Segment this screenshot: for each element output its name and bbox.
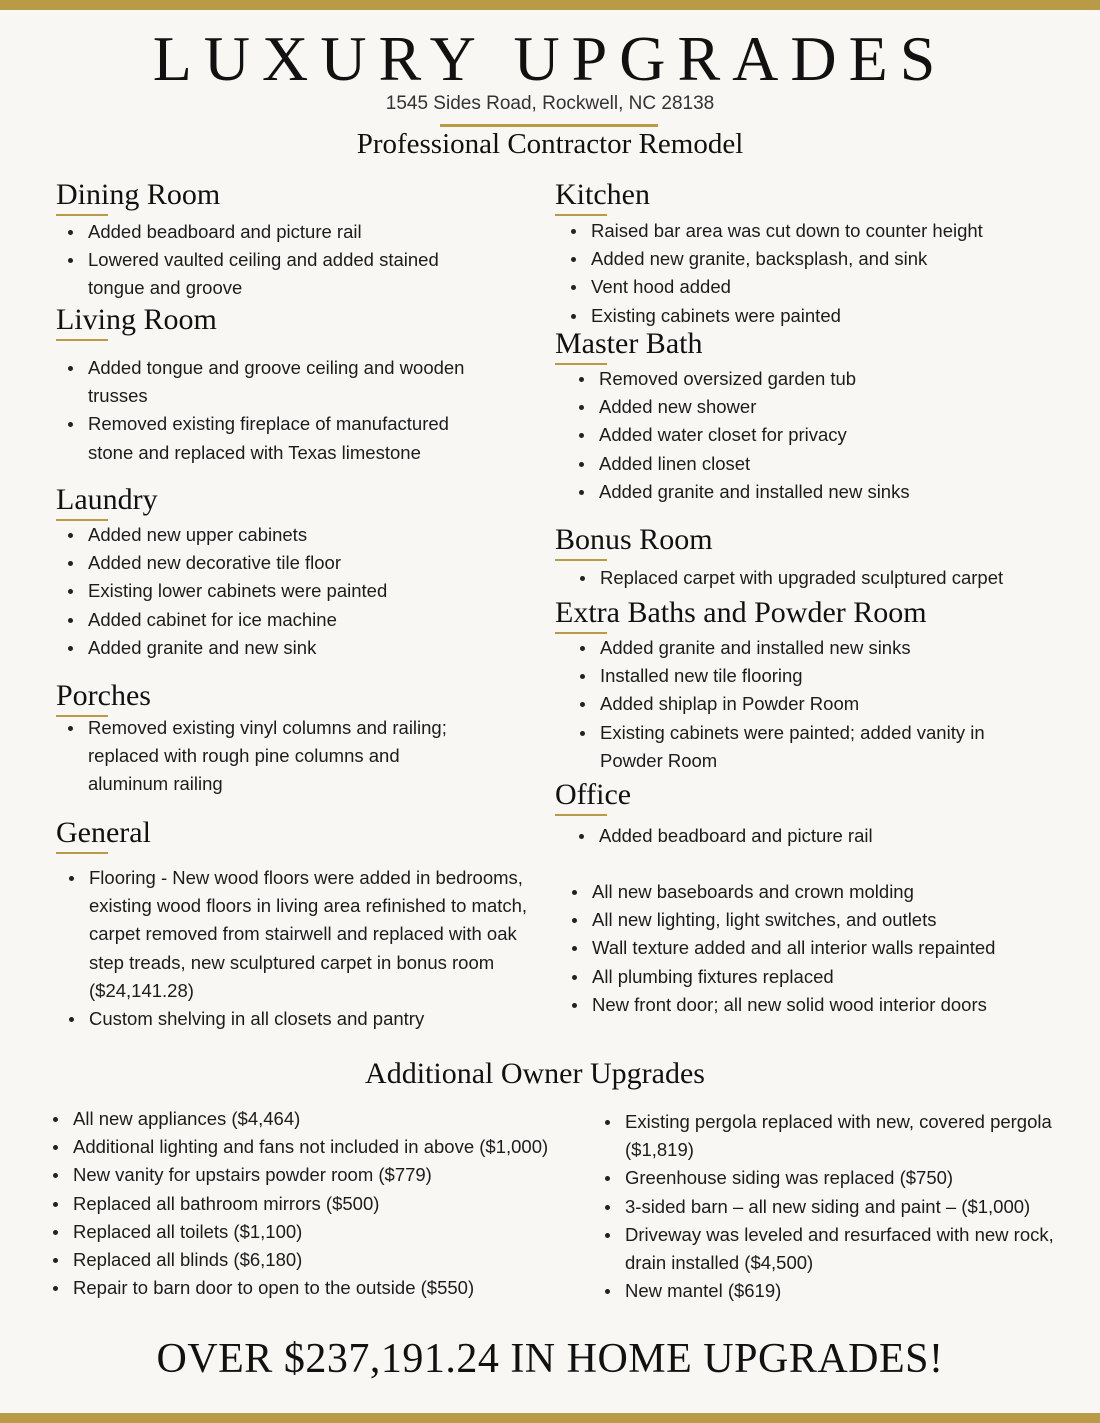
section-office (555, 777, 631, 813)
list-item: Added cabinet for ice machine (56, 606, 496, 634)
list-item: Custom shelving in all closets and pantry (57, 1005, 547, 1033)
list-item: Added granite and installed new sinks (568, 634, 998, 662)
list-item: Added new upper cabinets (56, 521, 496, 549)
bonus-room-list (568, 564, 1078, 592)
section-heading: Master Bath (555, 327, 703, 360)
extra-baths-list (568, 634, 998, 775)
list-item: Replaced all toilets ($1,100) (41, 1218, 591, 1246)
list-item: Added granite and new sink (56, 634, 496, 662)
list-item: Greenhouse siding was replaced ($750) (593, 1164, 1083, 1192)
additional-left-list (41, 1105, 591, 1302)
section-heading: Office (555, 778, 632, 811)
section-heading: Kitchen (555, 178, 650, 211)
section-heading: Bonus Room (555, 523, 713, 556)
list-item: Added new shower (567, 393, 1067, 421)
section-bonus-room (555, 522, 713, 558)
list-item: 3-sided barn – all new siding and paint – ($1,000) (593, 1193, 1083, 1221)
section-heading: Laundry (56, 483, 158, 516)
list-item: Additional lighting and fans not included in above ($1,000) (41, 1133, 591, 1161)
additional-upgrades-heading: Additional Owner Upgrades (365, 1057, 705, 1090)
section-kitchen (555, 177, 650, 213)
list-item: Replaced all blinds ($6,180) (41, 1246, 591, 1274)
list-item: Installed new tile flooring (568, 662, 998, 690)
list-item: Removed existing fireplace of manufactured stone and replaced with Texas limestone (56, 410, 496, 466)
list-item: New vanity for upstairs powder room ($779) (41, 1161, 591, 1189)
additional-right-list (593, 1108, 1083, 1305)
office-list (567, 822, 1067, 850)
address-divider (440, 124, 658, 127)
list-item: Removed existing vinyl columns and railing; replaced with rough pine columns and aluminum railing (56, 714, 456, 799)
section-porches (56, 678, 151, 714)
section-general (56, 815, 151, 851)
section-heading: Living Room (56, 303, 217, 336)
list-item: Driveway was leveled and resurfaced with new rock, drain installed ($4,500) (593, 1221, 1083, 1277)
list-item: New front door; all new solid wood interior doors (560, 991, 1080, 1019)
section-master-bath (555, 326, 702, 362)
list-item: All new appliances ($4,464) (41, 1105, 591, 1133)
list-item: Raised bar area was cut down to counter height (559, 217, 1079, 245)
list-item: Vent hood added (559, 273, 1079, 301)
list-item: Added water closet for privacy (567, 421, 1067, 449)
total-upgrades-banner: OVER $237,191.24 IN HOME UPGRADES! (156, 1336, 944, 1382)
porches-list (56, 714, 456, 799)
list-item: Added shiplap in Powder Room (568, 690, 998, 718)
section-heading: Porches (56, 679, 151, 712)
list-item: Repair to barn door to open to the outside ($550) (41, 1274, 591, 1302)
living-room-list (56, 354, 496, 467)
list-item: Added new granite, backsplash, and sink (559, 245, 1079, 273)
section-laundry (56, 482, 158, 518)
page-title: LUXURY UPGRADES (152, 23, 948, 94)
top-accent-bar (0, 0, 1100, 10)
list-item: Removed oversized garden tub (567, 365, 1067, 393)
list-item: All new baseboards and crown molding (560, 878, 1080, 906)
section-heading: General (56, 816, 151, 849)
section-living-room (56, 302, 217, 338)
list-item: Added linen closet (567, 450, 1067, 478)
bottom-accent-bar (0, 1413, 1100, 1423)
list-item: Lowered vaulted ceiling and added stained tongue and groove (56, 246, 496, 302)
kitchen-list (559, 217, 1079, 330)
dining-room-list (56, 218, 496, 303)
master-bath-list (567, 365, 1067, 506)
list-item: New mantel ($619) (593, 1277, 1083, 1305)
general-list (57, 864, 547, 1033)
list-item: Replaced carpet with upgraded sculptured carpet (568, 564, 1078, 592)
section-heading: Extra Baths and Powder Room (555, 596, 927, 629)
page-subtitle: Professional Contractor Remodel (356, 128, 744, 160)
list-item: Existing cabinets were painted; added vanity in Powder Room (568, 719, 998, 775)
list-item: Added granite and installed new sinks (567, 478, 1067, 506)
list-item: Replaced all bathroom mirrors ($500) (41, 1190, 591, 1218)
list-item: Existing pergola replaced with new, covered pergola ($1,819) (593, 1108, 1083, 1164)
list-item: All plumbing fixtures replaced (560, 963, 1080, 991)
laundry-list (56, 521, 496, 662)
list-item: Flooring - New wood floors were added in bedrooms, existing wood floors in living area refinished to match, carpet removed from stairwell and replaced with oak step treads, new sculptured carpet in bonus room ($24,141.28) (57, 864, 547, 1005)
section-extra-baths (555, 595, 927, 631)
list-item: Added tongue and groove ceiling and wooden trusses (56, 354, 496, 410)
section-heading: Dining Room (56, 178, 221, 211)
property-address: 1545 Sides Road, Rockwell, NC 28138 (385, 93, 715, 114)
list-item: Existing lower cabinets were painted (56, 577, 496, 605)
list-item: Added new decorative tile floor (56, 549, 496, 577)
list-item: Existing cabinets were painted (559, 302, 1079, 330)
list-item: All new lighting, light switches, and outlets (560, 906, 1080, 934)
list-item: Added beadboard and picture rail (567, 822, 1067, 850)
general-continued-list (560, 878, 1080, 1019)
list-item: Added beadboard and picture rail (56, 218, 496, 246)
list-item: Wall texture added and all interior walls repainted (560, 934, 1080, 962)
section-dining-room (56, 177, 220, 213)
